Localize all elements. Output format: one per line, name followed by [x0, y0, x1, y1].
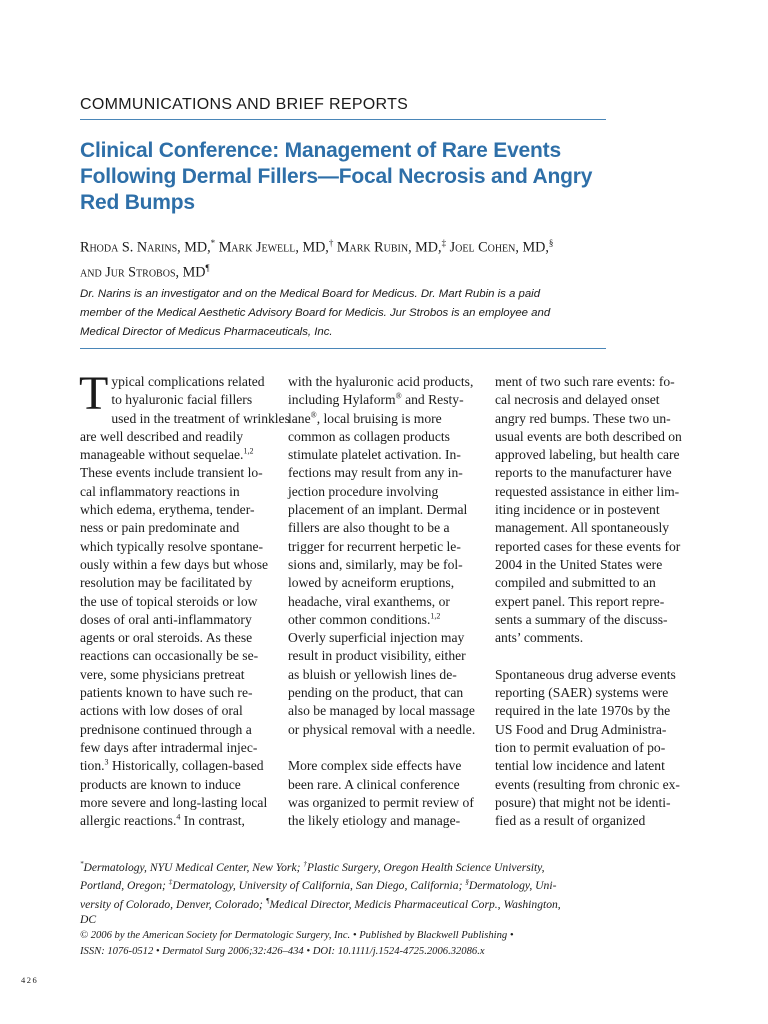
copyright-line: © 2006 by the American Society for Dermatologic Surgery, Inc. • Published by Blackwell Publishing •: [80, 930, 514, 941]
affiliation-mark: *: [80, 860, 84, 868]
article-title: [80, 138, 620, 216]
disclosure-line: Medical Director of Medicus Pharmaceuticals, Inc.: [80, 326, 333, 338]
text-line: 2004 in the United States were: [495, 556, 663, 572]
footnote-text: Dermatology, University of California, San Diego, California;: [172, 879, 463, 893]
text-line: [288, 410, 484, 428]
paragraph-gap: [495, 647, 691, 665]
text-line: common as collagen products: [288, 428, 450, 444]
affiliation-mark: ¶: [265, 896, 270, 905]
affiliation-mark: §: [465, 878, 469, 887]
text-line: fillers are also thought to be a: [288, 520, 450, 536]
text-line: trigger for recurrent herpetic le-: [288, 538, 461, 554]
text-span: manageable without sequelae.: [80, 447, 244, 463]
text-line: reports to the manufacturer have: [495, 465, 672, 481]
citation-ref: 1,2: [243, 446, 254, 456]
text-line: to hyaluronic facial fillers: [111, 392, 253, 408]
author-line: [80, 258, 620, 283]
footnote-text: Dermatology, NYU Medical Center, New York;: [83, 860, 301, 874]
text-line: products are known to induce: [80, 776, 241, 792]
text-line: US Food and Drug Administra-: [495, 721, 667, 737]
footnote-text: Dermatology, Uni-: [468, 879, 557, 893]
text-span: and Resty-: [401, 392, 464, 408]
author-line: [80, 233, 620, 258]
author-list: [80, 233, 620, 282]
text-line: used in the treatment of wrinkles: [111, 410, 290, 426]
author-name: Mark Rubin, MD,: [336, 239, 442, 256]
paragraph-gap: [288, 739, 484, 757]
disclosure-line: Dr. Narins is an investigator and on the Medical Board for Medicus. Dr. Mart Rubin is a paid: [80, 288, 541, 300]
text-line: required in the late 1970s by the: [495, 703, 671, 719]
section-label: COMMUNICATIONS AND BRIEF REPORTS: [80, 96, 409, 113]
text-span: In contrast,: [180, 813, 245, 829]
registered-mark: ®: [310, 410, 317, 420]
text-line: agents or oral steroids. As these: [80, 630, 253, 646]
author-name: and Jur Strobos, MD: [80, 264, 206, 281]
author-name: Mark Jewell, MD,: [218, 239, 329, 256]
text-line: doses of oral anti-inflammatory: [80, 611, 252, 627]
text-line: cal inflammatory reactions in: [80, 483, 240, 499]
text-line: reporting (SAER) systems were: [495, 685, 669, 701]
text-line: the likely etiology and manage-: [288, 813, 461, 829]
body-column-3: [495, 373, 691, 830]
text-line: [288, 391, 484, 409]
text-line: [80, 812, 276, 830]
text-span: including Hylaform: [288, 392, 396, 408]
body-column-2: [288, 373, 484, 830]
disclosure-rule: [80, 348, 606, 349]
body-column-1: [79, 367, 290, 830]
footnote-text: Portland, Oregon;: [80, 879, 166, 893]
text-line: fied as a result of organized: [495, 813, 646, 829]
text-line: headache, viral exanthems, or: [288, 593, 450, 609]
text-line: vere, some physicians pretreat: [80, 666, 245, 682]
affiliation-mark: ‡: [168, 878, 173, 887]
citation-ref: 3: [104, 757, 109, 767]
footnote-line: [80, 912, 610, 928]
citation-ref: 4: [176, 812, 181, 822]
footnote-text: versity of Colorado, Denver, Colorado;: [80, 897, 263, 911]
text-line: [80, 446, 276, 464]
header-rule: [80, 119, 606, 120]
text-line: reactions can occasionally be se-: [80, 648, 259, 664]
text-line: which edema, erythema, tender-: [80, 502, 255, 518]
text-line: are well described and readily: [80, 428, 244, 444]
text-line: ness or pain predominate and: [80, 520, 240, 536]
affiliation-mark: *: [210, 238, 216, 248]
affiliation-footnotes: [80, 857, 610, 928]
title-line: Following Dermal Fillers—Focal Necrosis and Angry: [80, 165, 593, 188]
author-name: Rhoda S. Narins, MD,: [80, 239, 211, 256]
text-span: allergic reactions.: [80, 813, 177, 829]
text-line: [288, 611, 484, 629]
text-line: ants’ comments.: [495, 630, 584, 646]
text-line: resolution may be facilitated by: [80, 575, 253, 591]
title-line: Clinical Conference: Management of Rare Events: [80, 139, 561, 162]
text-line: as bluish or yellowish lines de-: [288, 666, 457, 682]
text-span: , local bruising is more: [316, 410, 442, 426]
title-line: Red Bumps: [80, 191, 195, 214]
footnote-text: Medical Director, Medicis Pharmaceutical Corp., Washington,: [269, 897, 561, 911]
text-line: with the hyaluronic acid products,: [288, 374, 474, 389]
text-line: reported cases for these events for: [495, 538, 681, 554]
citation-ref: 1,2: [430, 611, 441, 621]
text-line: tion to permit evaluation of po-: [495, 739, 666, 755]
affiliation-mark: §: [548, 238, 554, 248]
text-line: which typically resolve spontane-: [80, 538, 264, 554]
text-line: ment of two such rare events: fo-: [495, 374, 675, 389]
text-line: pending on the product, that can: [288, 685, 464, 701]
text-line: compiled and submitted to an: [495, 575, 656, 591]
page-number: 426: [21, 975, 39, 985]
text-line: ously within a few days but whose: [80, 556, 269, 572]
text-line: requested assistance in either lim-: [495, 483, 680, 499]
text-span: other common conditions.: [288, 611, 431, 627]
text-line: ypical complications related: [111, 374, 265, 389]
text-line: was organized to permit review of: [288, 794, 474, 810]
text-line: patients known to have such re-: [80, 685, 253, 701]
text-line: tential low incidence and latent: [495, 758, 665, 774]
copyright-notice: [80, 928, 610, 959]
text-line: been rare. A clinical conference: [288, 776, 460, 792]
footnote-line: [80, 875, 610, 893]
text-line: more severe and long-lasting local: [80, 794, 268, 810]
text-line: result in product visibility, either: [288, 648, 466, 664]
text-line: stimulate platelet activation. In-: [288, 447, 461, 463]
text-line: the use of topical steroids or low: [80, 593, 258, 609]
text-span: tion.: [80, 758, 105, 774]
affiliation-mark: ‡: [441, 238, 447, 248]
text-span: Historically, collagen-based: [108, 758, 264, 774]
text-line: sents a summary of the discuss-: [495, 611, 668, 627]
text-line: few days after intradermal injec-: [80, 739, 258, 755]
text-line: iting incidence or in postevent: [495, 502, 660, 518]
text-line: fections may result from any in-: [288, 465, 463, 481]
text-line: usual events are both described on: [495, 428, 682, 444]
text-line: cal necrosis and delayed onset: [495, 392, 660, 408]
text-line: More complex side effects have: [288, 758, 462, 774]
text-line: management. All spontaneously: [495, 520, 670, 536]
text-line: sions and, similarly, may be fol-: [288, 556, 463, 572]
text-line: Spontaneous drug adverse events: [495, 666, 676, 682]
text-line: expert panel. This report repre-: [495, 593, 665, 609]
affiliation-mark: ¶: [205, 262, 210, 273]
disclosure-statement: [80, 285, 610, 342]
copyright-line: ISSN: 1076-0512 • Dermatol Surg 2006;32:426–434 • DOI: 10.1111/j.1524-4725.2006.32086.x: [80, 945, 485, 957]
drop-cap: T: [79, 367, 109, 420]
affiliation-mark: †: [303, 860, 307, 868]
text-line: angry red bumps. These two un-: [495, 410, 671, 426]
text-line: placement of an implant. Dermal: [288, 502, 468, 518]
disclosure-line: member of the Medical Aesthetic Advisory Board for Medicis. Jur Strobos is an employee and: [80, 307, 551, 319]
text-line: approved labeling, but health care: [495, 447, 680, 463]
text-line: prednisone continued through a: [80, 721, 252, 737]
text-line: jection procedure involving: [288, 483, 439, 499]
registered-mark: ®: [395, 391, 402, 401]
text-line: [80, 757, 276, 775]
affiliation-mark: †: [328, 238, 334, 248]
footnote-line: [80, 894, 610, 912]
text-line: Overly superficial injection may: [288, 630, 465, 646]
footnote-line: [80, 857, 610, 875]
text-line: actions with low doses of oral: [80, 703, 243, 719]
text-line: lowed by acneiform eruptions,: [288, 575, 455, 591]
text-span: lane: [288, 410, 311, 426]
footnote-text: Plastic Surgery, Oregon Health Science University,: [306, 860, 545, 874]
text-line: posure) that might not be identi-: [495, 794, 671, 810]
author-name: Joel Cohen, MD,: [449, 239, 549, 256]
text-line: events (resulting from chronic ex-: [495, 776, 680, 792]
footnote-text: DC: [80, 913, 97, 927]
text-line: These events include transient lo-: [80, 465, 263, 481]
text-line: also be managed by local massage: [288, 703, 475, 719]
text-line: or physical removal with a needle.: [288, 721, 476, 737]
